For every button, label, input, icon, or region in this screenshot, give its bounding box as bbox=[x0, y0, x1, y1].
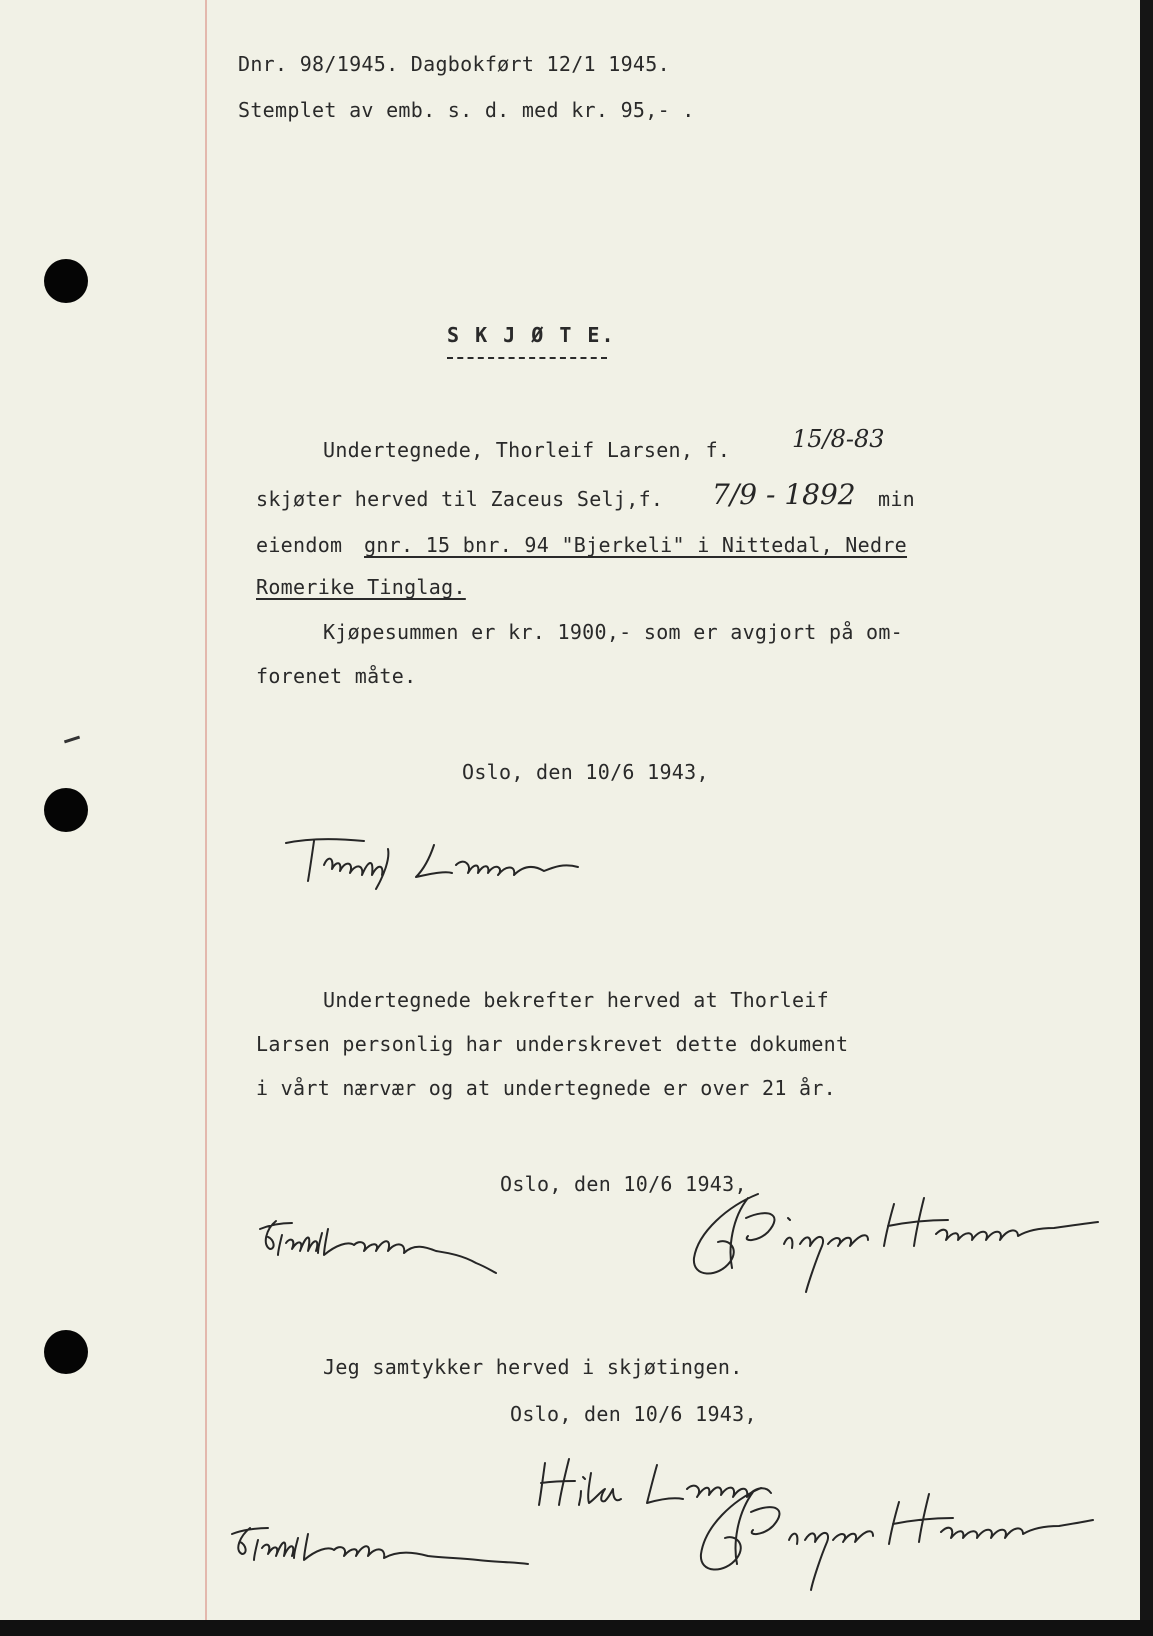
consent-witness-signature-1 bbox=[228, 1522, 548, 1572]
witness-place-date: Oslo, den 10/6 1943, bbox=[500, 1172, 747, 1196]
seller-signature bbox=[284, 835, 594, 895]
witness-signature-2 bbox=[688, 1188, 1108, 1298]
place-date: Oslo, den 10/6 1943, bbox=[462, 760, 709, 784]
witness-line-3: i vårt nærvær og at undertegnede er over 21 år. bbox=[256, 1076, 837, 1100]
deed-line-2a: skjøter herved til Zaceus Selj,f. bbox=[256, 487, 664, 511]
birthdate-handwritten: 15/8-83 bbox=[792, 425, 885, 453]
margin-rule bbox=[205, 0, 207, 1636]
punch-hole bbox=[44, 1330, 88, 1374]
stamp-line: Stemplet av emb. s. d. med kr. 95,- . bbox=[238, 98, 695, 122]
consent-place-date: Oslo, den 10/6 1943, bbox=[510, 1402, 757, 1426]
scan-edge bbox=[1140, 0, 1153, 1636]
consent-line: Jeg samtykker herved i skjøtingen. bbox=[323, 1355, 743, 1379]
deed-line-2b: min bbox=[878, 487, 916, 511]
witness-line-2: Larsen personlig har underskrevet dette dokument bbox=[256, 1032, 849, 1056]
deed-line-6: forenet måte. bbox=[256, 664, 417, 688]
document-title: S K J Ø T E. bbox=[447, 323, 616, 347]
property-description: gnr. 15 bnr. 94 "Bjerkeli" i Nittedal, Nedre bbox=[364, 533, 908, 557]
consent-witness-signature-2 bbox=[695, 1480, 1095, 1600]
margin-mark bbox=[64, 736, 80, 744]
deed-line-5: Kjøpesummen er kr. 1900,- som er avgjort på om- bbox=[323, 620, 904, 644]
witness-signature-1 bbox=[256, 1215, 516, 1275]
punch-hole bbox=[44, 788, 88, 832]
title-underline bbox=[447, 357, 607, 359]
deed-line-3a: eiendom bbox=[256, 533, 355, 557]
punch-hole bbox=[44, 259, 88, 303]
deed-line-1: Undertegnede, Thorleif Larsen, f. bbox=[323, 438, 731, 462]
witness-line-1: Undertegnede bekrefter herved at Thorleif bbox=[323, 988, 829, 1012]
buyer-birthdate-handwritten: 7/9 - 1892 bbox=[712, 478, 856, 511]
court-district: Romerike Tinglag. bbox=[256, 575, 466, 599]
scan-edge bbox=[0, 1620, 1153, 1636]
registry-line: Dnr. 98/1945. Dagbokført 12/1 1945. bbox=[238, 52, 670, 76]
